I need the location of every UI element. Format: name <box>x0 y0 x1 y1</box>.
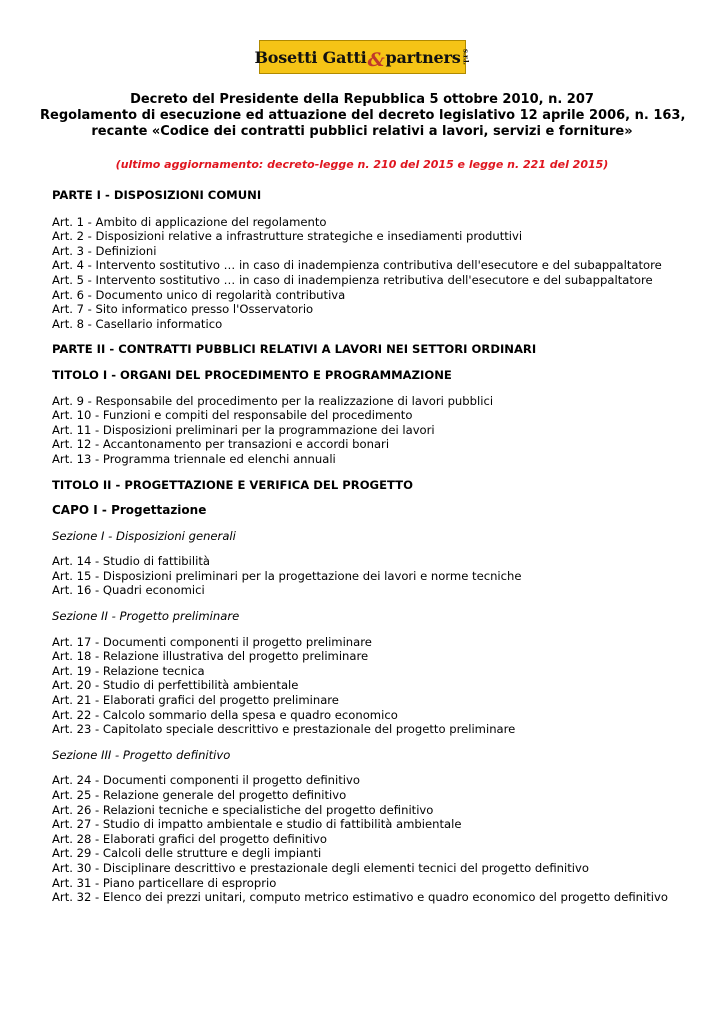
logo-text-part2: partners <box>385 47 461 67</box>
list-item: Art. 23 - Capitolato speciale descrittivo e prestazionale del progetto preliminare <box>52 722 516 737</box>
list-item: Art. 32 - Elenco dei prezzi unitari, computo metrico estimativo e quadro economico del progetto definitivo <box>52 890 668 905</box>
sezione1-list <box>52 554 692 598</box>
update-note: (ultimo aggiornamento: decreto-legge n. 210 del 2015 e legge n. 221 del 2015) <box>115 158 609 171</box>
list-item: Art. 13 - Programma triennale ed elenchi annuali <box>52 451 336 466</box>
list-item: Art. 2 - Disposizioni relative a infrastrutture strategiche e insediamenti produttivi <box>52 229 523 244</box>
document-body <box>52 188 692 905</box>
list-item: Art. 25 - Relazione generale del progetto definitivo <box>52 788 347 802</box>
list-item: Art. 29 - Calcoli delle strutture e degli impianti <box>52 846 322 861</box>
title-line-1: Decreto del Presidente della Repubblica 5 ottobre 2010, n. 207 <box>130 92 594 107</box>
sezione3-list <box>52 773 692 904</box>
document-title <box>40 92 684 140</box>
parte1-list <box>52 215 692 332</box>
parte1-heading: PARTE I - DISPOSIZIONI COMUNI <box>52 188 262 202</box>
sezione2-list <box>52 635 692 737</box>
list-item: Art. 7 - Sito informatico presso l'Osservatorio <box>52 302 314 317</box>
title-line-2: Regolamento di esecuzione ed attuazione del decreto legislativo 12 aprile 2006, n. 163, <box>40 108 686 123</box>
list-item: Art. 16 - Quadri economici <box>52 583 205 598</box>
list-item: Art. 11 - Disposizioni preliminari per la programmazione dei lavori <box>52 422 435 437</box>
titolo1-list <box>52 394 692 467</box>
list-item: Art. 30 - Disciplinare descrittivo e prestazionale degli elementi tecnici del progetto definitivo <box>52 860 589 875</box>
list-item: Art. 31 - Piano particellare di esproprio <box>52 875 277 890</box>
parte2-heading: PARTE II - CONTRATTI PUBBLICI RELATIVI A LAVORI NEI SETTORI ORDINARI <box>52 342 537 357</box>
list-item: Art. 15 - Disposizioni preliminari per la progettazione dei lavori e norme tecniche <box>52 568 522 583</box>
list-item: Art. 14 - Studio di fattibilità <box>52 554 210 569</box>
list-item: Art. 9 - Responsabile del procedimento per la realizzazione di lavori pubblici <box>52 393 494 408</box>
list-item: Art. 18 - Relazione illustrativa del progetto preliminare <box>52 649 369 664</box>
titolo2-heading: TITOLO II - PROGETTAZIONE E VERIFICA DEL PROGETTO <box>52 477 413 492</box>
sezione2-heading: Sezione II - Progetto preliminare <box>52 609 240 624</box>
list-item: Art. 3 - Definizioni <box>52 243 157 258</box>
list-item: Art. 24 - Documenti componenti il progetto definitivo <box>52 773 360 788</box>
sezione3-heading: Sezione III - Progetto definitivo <box>52 747 231 762</box>
list-item: Art. 1 - Ambito di applicazione del regolamento <box>52 214 327 229</box>
list-item: Art. 20 - Studio di perfettibilità ambientale <box>52 678 299 693</box>
list-item: Art. 26 - Relazioni tecniche e specialistiche del progetto definitivo <box>52 802 434 817</box>
list-item: Art. 4 - Intervento sostitutivo … in caso di inadempienza contributiva dell'esecutore e del subappaltatore <box>52 258 662 273</box>
list-item: Art. 27 - Studio di impatto ambientale e studio di fattibilità ambientale <box>52 817 462 832</box>
logo-ampersand: & <box>367 49 385 71</box>
logo-text-part1: Bosetti Gatti <box>254 47 367 67</box>
logo-container <box>0 40 724 74</box>
list-item: Art. 5 - Intervento sostitutivo … in caso di inadempienza retributiva dell'esecutore e del subappaltatore <box>52 272 653 287</box>
list-item: Art. 21 - Elaborati grafici del progetto preliminare <box>52 693 339 708</box>
list-item: Art. 17 - Documenti componenti il progetto preliminare <box>52 634 372 649</box>
titolo1-heading: TITOLO I - ORGANI DEL PROCEDIMENTO E PROGRAMMAZIONE <box>52 367 452 382</box>
company-logo <box>254 40 471 74</box>
logo-suffix: s.r.l. <box>461 49 471 65</box>
sezione1-heading: Sezione I - Disposizioni generali <box>52 528 236 543</box>
list-item: Art. 12 - Accantonamento per transazioni e accordi bonari <box>52 437 390 452</box>
capo1-heading: CAPO I - Progettazione <box>52 503 207 518</box>
title-line-3: recante «Codice dei contratti pubblici relativi a lavori, servizi e forniture» <box>91 124 633 139</box>
list-item: Art. 22 - Calcolo sommario della spesa e quadro economico <box>52 707 398 722</box>
list-item: Art. 8 - Casellario informatico <box>52 316 223 331</box>
list-item: Art. 19 - Relazione tecnica <box>52 663 205 678</box>
list-item: Art. 6 - Documento unico di regolarità contributiva <box>52 287 346 302</box>
list-item: Art. 10 - Funzioni e compiti del responsabile del procedimento <box>52 408 413 423</box>
list-item: Art. 28 - Elaborati grafici del progetto definitivo <box>52 831 327 846</box>
